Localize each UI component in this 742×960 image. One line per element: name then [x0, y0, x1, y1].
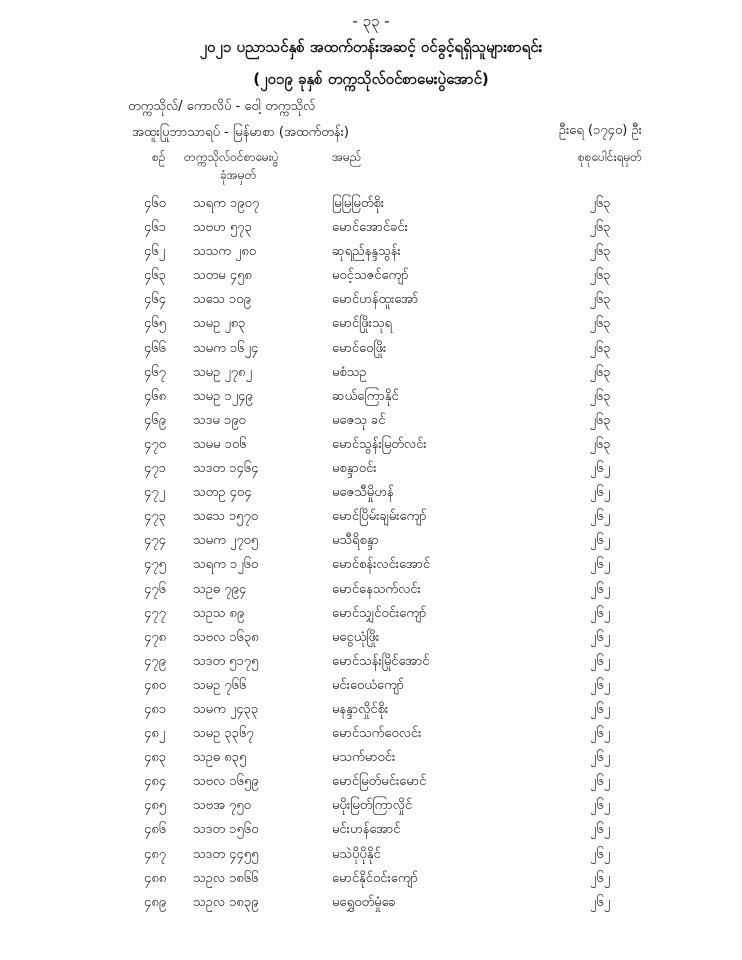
row-score: ၂၆၂ [589, 701, 611, 717]
row-name: မောင်ဖြိုးသုရ [332, 316, 392, 332]
row-score: ၂၆၂ [589, 846, 611, 862]
row-name: မသဲပိုပိုနိုင် [332, 846, 381, 862]
row-name: မငွေယုံဖြိုး [332, 629, 380, 645]
row-number: ၄၆၆ [144, 340, 166, 356]
row-reg-number: သဥဓ ၇၉၄ [193, 581, 247, 597]
row-number: ၄၆၅ [144, 316, 166, 332]
table-row [0, 698, 742, 722]
row-number: ၄၇၆ [144, 581, 166, 597]
row-number: ၄၈၂ [144, 726, 166, 742]
row-score: ၂၆၂ [589, 461, 611, 477]
table-row [0, 457, 742, 481]
row-name: မောင်မြတ်မင်းမောင် [332, 774, 427, 790]
table-row [0, 626, 742, 650]
row-number: ၄၈၃ [144, 750, 167, 766]
row-number: ၄၇၉ [144, 653, 166, 669]
row-reg-number: သဗအ ၇၅၀ [193, 798, 251, 814]
row-reg-number: သမဥ ၂၇၈၂ [193, 364, 252, 380]
table-row [0, 288, 742, 312]
table-row [0, 602, 742, 626]
header-reg [184, 148, 279, 184]
row-name: မဝင့်သဇင်ကျော် [332, 268, 409, 284]
table-row [0, 674, 742, 698]
row-number: ၄၆၉ [144, 412, 166, 428]
row-name: မောင်သက်ဝေလင်း [332, 726, 422, 742]
row-name: မောင်သန်းမြိုင်အောင် [332, 653, 430, 669]
student-list [0, 192, 742, 915]
row-score: ၂၆၂ [589, 894, 611, 910]
table-row [0, 529, 742, 553]
university-line: တက္ကသိုလ်/ ကောလိပ် - ဝေါ့ တက္ကသိုလ် [128, 99, 316, 114]
row-score: ၂၆၃ [589, 292, 611, 308]
row-reg-number: သသက ၂၈၀ [193, 244, 257, 260]
table-row [0, 867, 742, 891]
row-score: ၂၆၂ [589, 726, 611, 742]
major-line: အထူးပြုဘာသာရပ် - မြန်မာစာ (အထက်တန်း) [132, 125, 349, 140]
table-row [0, 843, 742, 867]
row-reg-number: သဗဟ ၅၇၃ [193, 220, 252, 236]
row-score: ၂၆၃ [589, 364, 611, 380]
row-number: ၄၈၆ [144, 822, 167, 838]
row-reg-number: သမဥ ၃၃၆၇ [193, 726, 254, 742]
row-reg-number: သဗလ ၁၆၅၉ [193, 774, 259, 790]
row-reg-number: သမက ၁၆၂၄ [193, 340, 259, 356]
row-number: ၄၈၇ [144, 846, 167, 862]
row-reg-number: သမဥ ၁၂၄၉ [193, 388, 253, 404]
row-number: ၄၆၄ [144, 292, 166, 308]
header-reg-line2: ခုံအမှတ် [220, 168, 257, 182]
row-score: ၂၆၃ [589, 388, 611, 404]
row-name: မောင်ဟန်ထူးအော် [332, 292, 419, 308]
table-row [0, 337, 742, 361]
row-score: ၂၆၃ [589, 316, 611, 332]
row-score: ၂၆၂ [589, 798, 611, 814]
row-score: ၂၆၃ [589, 436, 611, 452]
row-name: မောင်သွန်းမြတ်လင်း [332, 436, 427, 452]
row-number: ၄၆၇ [144, 364, 166, 380]
row-number: ၄၇၈ [144, 629, 167, 645]
row-name: မောင်နိုင်ဝင်းကျော် [332, 870, 418, 886]
row-score: ၂၆၂ [589, 485, 611, 501]
row-number: ၄၈၅ [144, 798, 167, 814]
row-name: မဇေသီမှိုဟန် [332, 485, 394, 501]
row-name: မစံသဥ [332, 364, 367, 380]
row-reg-number: သမဥ ၂၈၃ [193, 316, 246, 332]
row-reg-number: သတဥ ၄၀၄ [193, 485, 252, 501]
row-score: ၂၆၃ [589, 220, 611, 236]
row-score: ၂၆၂ [589, 677, 611, 693]
page-number: - ၃၃ - [352, 12, 390, 30]
row-score: ၂၆၂ [589, 629, 611, 645]
row-reg-number: သဒတ ၁၄၆၄ [193, 461, 259, 477]
table-row [0, 240, 742, 264]
row-name: မောင်ဝေဖြိုး [332, 340, 387, 356]
score-line: ဦးရေ (၁၇၄၀) ဦး [558, 123, 642, 138]
table-row [0, 578, 742, 602]
row-name: မင်းဟန်အောင် [332, 822, 401, 838]
header-reg-line1: တက္ကသိုလ်ဝင်စာမေးပွဲ [184, 150, 279, 164]
row-reg-number: သဒမ ၁၉၀ [193, 412, 246, 428]
row-score: ၂၆၂ [589, 774, 611, 790]
row-number: ၄၇၃ [144, 509, 166, 525]
row-number: ၄၈၄ [144, 774, 167, 790]
row-number: ၄၈၁ [144, 701, 167, 717]
table-row [0, 553, 742, 577]
row-reg-number: သဒတ ၄၄၅၅ [193, 846, 259, 862]
table-row [0, 722, 742, 746]
row-name: ဆုရည်နန္ဒသွန်း [332, 244, 401, 260]
row-reg-number: သရက ၁၉၀၇ [193, 196, 260, 211]
row-name: မောင်စန်းလင်းအောင် [332, 557, 431, 573]
table-row [0, 818, 742, 842]
row-name: မရွှေဝတ်မှုံခေ [332, 894, 396, 910]
row-name: မနန္ဒာလှိုင်စိုး [332, 701, 389, 717]
row-score: ၂၆၃ [589, 268, 611, 284]
row-reg-number: သဥဓ ၈၃၅ [193, 750, 247, 766]
row-reg-number: သဒတ ၁၅၆၀ [193, 822, 259, 838]
row-name: မင်းဝေယံကျော် [332, 677, 405, 693]
row-score: ၂၆၂ [589, 750, 611, 766]
row-number: ၄၆၈ [144, 388, 167, 404]
row-reg-number: သရက ၁၂၆၀ [193, 557, 259, 573]
table-row [0, 746, 742, 770]
document-subtitle: (၂၀၁၉ ခုနှစ် တက္ကသိုလ်ဝင်စာမေးပွဲအောင်) [253, 70, 489, 88]
table-row [0, 192, 742, 216]
row-score: ၂၆၃ [589, 340, 611, 356]
row-number: ၄၈၉ [144, 894, 167, 910]
table-row [0, 216, 742, 240]
table-row [0, 770, 742, 794]
row-reg-number: သဒတ ၅၁၇၅ [193, 653, 259, 669]
row-number: ၄၈၀ [144, 677, 167, 693]
row-score: ၂၆၂ [589, 605, 611, 621]
document-title: ၂၀၂၁ ပညာသင်နှစ် အထက်တန်းအဆင့် ဝင်ခွင့်ရရှိသူများစာရင်း [199, 38, 543, 56]
table-row [0, 264, 742, 288]
row-score: ၂၆၂ [589, 557, 611, 573]
row-score: ၂၆၂ [589, 533, 611, 549]
row-reg-number: သဥလ ၁၈၃၉ [193, 894, 259, 910]
row-name: မစန္ဒာဝင်း [332, 461, 377, 477]
row-reg-number: သဥလ ၁၈၆၆ [193, 870, 259, 886]
table-row [0, 891, 742, 915]
row-number: ၄၆၀ [144, 196, 166, 211]
row-number: ၄၇၂ [144, 485, 166, 501]
table-row [0, 650, 742, 674]
table-row [0, 433, 742, 457]
row-reg-number: သတမ ၄၅၈ [193, 268, 252, 284]
row-number: ၄၆၁ [144, 220, 166, 236]
row-reg-number: သမဥ ၇၆၆ [193, 677, 247, 693]
table-row [0, 481, 742, 505]
table-row [0, 361, 742, 385]
table-row [0, 794, 742, 818]
table-row [0, 312, 742, 336]
row-number: ၄၇၁ [144, 461, 166, 477]
row-number: ၄၆၃ [144, 268, 166, 284]
header-no: စဉ် [152, 150, 166, 164]
row-number: ၄၇၇ [144, 605, 166, 621]
header-score: စုစုပေါင်းရမှတ် [577, 150, 642, 164]
row-name: မောင်ပြိမ်းချမ်းကျော် [332, 509, 427, 525]
row-reg-number: သဥသ ၈၉ [193, 605, 245, 621]
table-row [0, 505, 742, 529]
row-score: ၂၆၂ [589, 822, 611, 838]
row-score: ၂၆၃ [589, 412, 611, 428]
row-reg-number: သမက ၂၇၀၅ [193, 533, 259, 549]
row-score: ၂၆၂ [589, 509, 611, 525]
row-name: မြမြမြတ်စိုး [332, 196, 385, 211]
row-name: မောင်အောင်ခင်း [332, 220, 408, 236]
row-number: ၄၈၈ [144, 870, 167, 886]
row-score: ၂၆၃ [589, 244, 611, 260]
row-reg-number: သသေ ၁၀၉ [193, 292, 251, 308]
row-reg-number: သမက ၂၄၃၃ [193, 701, 259, 717]
row-reg-number: သသေ ၁၅၇၀ [193, 509, 259, 525]
row-name: မသီရိစန္ဒာ [332, 533, 379, 549]
row-name: ဆယ်ကြောနိုင် [332, 388, 399, 404]
row-name: မောင်သျှင်ဝင်းကျော် [332, 605, 427, 621]
row-number: ၄၆၂ [144, 244, 166, 260]
table-row [0, 409, 742, 433]
table-row [0, 385, 742, 409]
row-name: မပိုးမြတ်ကြာလှိုင် [332, 798, 413, 814]
row-score: ၂၆၂ [589, 581, 611, 597]
row-score: ၂၆၂ [589, 653, 611, 669]
row-number: ၄၇၅ [144, 557, 166, 573]
row-name: မဇေသု ခင် [332, 412, 386, 428]
row-number: ၄၇၀ [144, 436, 166, 452]
header-name: အမည် [332, 150, 362, 164]
row-score: ၂၆၃ [589, 196, 611, 211]
row-name: မသက်မာဝင်း [332, 750, 396, 766]
row-number: ၄၇၄ [144, 533, 166, 549]
row-reg-number: သဗလ ၁၆၃၈ [193, 629, 259, 645]
row-name: မောင်နေသက်လင်း [332, 581, 421, 597]
row-score: ၂၆၂ [589, 870, 611, 886]
row-reg-number: သမမ ၁၀၆ [193, 436, 247, 452]
